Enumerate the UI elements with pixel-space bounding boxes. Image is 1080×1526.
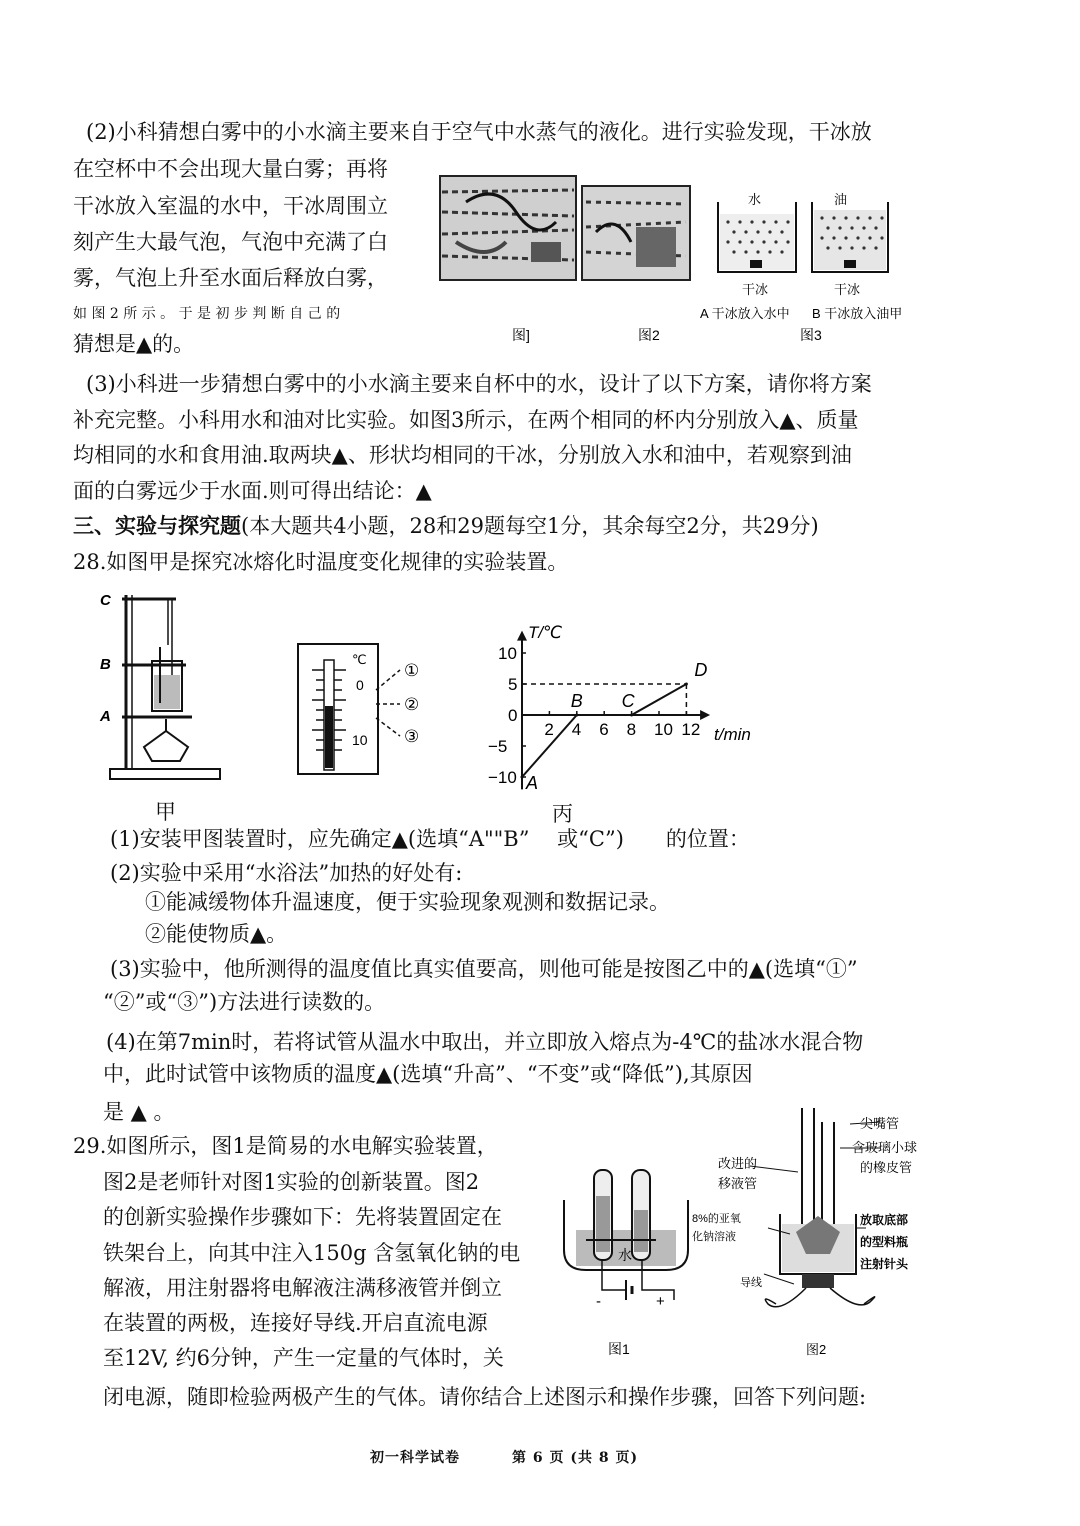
- fig2-solution-label1: 8%的亚氧: [692, 1213, 741, 1225]
- q27-p3-line3: 均相同的水和食用油.取两块▲、形状均相同的干冰，分别放入水和油中，若观察到油: [73, 443, 852, 467]
- q29-line4: 铁架台上，向其中注入150g 含氢氧化钠的电: [103, 1241, 521, 1265]
- thermometer-tick-10: 10: [352, 732, 368, 748]
- fig2-caption: 图2: [638, 327, 660, 343]
- fig3-beaker-water: [718, 202, 796, 272]
- section3-note: (本大题共4小题，28和29题每空1分，其余每空2分，共29分): [241, 514, 819, 538]
- q28-stem: 28.如图甲是探究冰熔化时温度变化规律的实验装置。: [73, 550, 569, 574]
- q28-sub3-line2: “②”或“③”)方法进行读数的。: [103, 990, 386, 1014]
- chart-ylabel: T/℃: [528, 623, 563, 642]
- chart-x-tick-label: 10: [654, 720, 673, 739]
- fig2-pipette-label1: 改进的: [718, 1156, 758, 1171]
- q28-sub2-b: ②能使物质▲。: [145, 922, 288, 946]
- q28-sub2: (2)实验中采用“水浴法”加热的好处有:: [110, 861, 463, 885]
- chart-x-tick-label: 8: [626, 720, 637, 739]
- fig2-photo: [582, 186, 690, 280]
- fig1-water-label: 水: [618, 1247, 632, 1263]
- q27-p2-line5: 雾，气泡上升至水面后释放白雾，: [73, 266, 388, 290]
- chart-y-arrow: [517, 631, 527, 641]
- fig2-caption-29: 图2: [806, 1342, 827, 1357]
- fig3-beaker-oil: [812, 202, 888, 272]
- fig2-bottle-label2: 的型料瓶: [860, 1235, 909, 1249]
- reading-method-3: ③: [404, 727, 420, 746]
- q27-p3-line2: 补充完整。小科用水和油对比实验。如图3所示，在两个相同的杯内分别放入▲、质量: [73, 408, 859, 432]
- chart-y-tick-label: 0: [508, 706, 518, 725]
- fig1-caption: 图]: [512, 327, 530, 343]
- chart-data-point: [575, 714, 578, 717]
- thermometer-tick-0: 0: [356, 677, 364, 693]
- fig2-rubber-label2: 的橡皮管: [860, 1160, 913, 1175]
- q28-temperature-chart: [468, 612, 778, 804]
- fig2-solution-label2: 化钠溶液: [692, 1231, 736, 1243]
- fig2-needle-label: 注射针头: [860, 1257, 909, 1271]
- q28-sub4-line2: 中，此时试管中该物质的温度▲(选填“升高”、“不变”或“降低”),其原因: [103, 1062, 753, 1086]
- fig3-ice-label-b: 干冰: [834, 282, 861, 297]
- fig2-wire-label: 导线: [740, 1277, 762, 1289]
- chart-data-point: [630, 714, 633, 717]
- chart-point-label: A: [526, 773, 539, 793]
- q28-sub2-a: ①能减缓物体升温速度，便于实验现象观测和数据记录。: [145, 890, 670, 914]
- fig3-caption: 图3: [800, 327, 822, 343]
- q29-line1: 29.如图所示，图1是简易的水电解实验装置，: [73, 1134, 498, 1158]
- fig2-tip-label: 尖嘴管: [860, 1116, 900, 1131]
- chart-point-label: C: [621, 691, 635, 711]
- apparatus-label-b: B: [100, 656, 111, 673]
- q27-p3-line1: (3)小科进一步猜想白雾中的小水滴主要来自杯中的水，设计了以下方案，请你将方案: [86, 372, 872, 396]
- q29-line5: 解液，用注射器将电解液注满移液管并倒立: [103, 1276, 502, 1300]
- fig3-ice-label-a: 干冰: [742, 282, 769, 297]
- chart-xlabel: t/min: [714, 725, 751, 744]
- footer-exam-name: 初一科学试卷: [370, 1450, 460, 1466]
- q28-sub3-line1: (3)实验中，他所测得的温度值比真实值要高，则他可能是按图乙中的▲(选填“①”: [110, 957, 858, 981]
- q29-line7: 至12V, 约6分钟，产生一定量的气体时，关: [103, 1346, 504, 1370]
- chart-point-label: D: [694, 660, 708, 680]
- chart-x-tick-label: 4: [571, 720, 582, 739]
- fig1-plus-label: +: [656, 1293, 665, 1310]
- q27-p2-line1: (2)小科猜想白雾中的小水滴主要来自于空气中水蒸气的液化。进行实验发现，干冰放: [86, 120, 872, 144]
- q27-p2-line4: 刻产生大最气泡，气泡中充满了白: [73, 230, 388, 254]
- q28-sub4-line3: 是 ▲ 。: [103, 1100, 175, 1124]
- thermometer-unit: ℃: [352, 652, 367, 667]
- q29-fig2-apparatus: [690, 1104, 960, 1362]
- fig3-caption-a: A 干冰放入水中: [700, 306, 790, 321]
- q29-fig1-electrolysis: [556, 1160, 706, 1360]
- fig-bing-caption: 丙: [552, 802, 573, 826]
- chart-data-point: [521, 776, 524, 779]
- q27-p3-line4: 面的白雾远少于水面.则可得出结论：▲: [73, 479, 432, 503]
- fig2-rubber-label1: 含玻璃小球: [852, 1140, 918, 1155]
- fig2-bottle-label1: 放取底部: [860, 1213, 909, 1227]
- chart-x-tick-label: 2: [544, 720, 554, 739]
- section3-heading: [73, 512, 819, 540]
- fig3-caption-b: B 干冰放入油甲: [812, 306, 903, 321]
- q28-apparatus-jia: [96, 585, 226, 785]
- chart-x-tick-label: 6: [599, 720, 609, 739]
- q27-p2-line6: 如 图 2 所 示 。 于 是 初 步 判 断 自 己 的: [73, 306, 341, 322]
- apparatus-label-a: A: [100, 708, 111, 725]
- q27-p2-line2: 在空杯中不会出现大量白雾；再将: [73, 157, 388, 181]
- q29-line3: 的创新实验操作步骤如下：先将装置固定在: [103, 1205, 502, 1229]
- chart-y-tick-label: −10: [488, 768, 517, 787]
- fig3-water-label: 水: [748, 192, 762, 207]
- chart-y-tick-label: 10: [498, 644, 517, 663]
- footer-page-number: 第 6 页 (共 8 页): [512, 1450, 639, 1466]
- q29-line6: 在装置的两极，连接好导线.开启直流电源: [103, 1311, 488, 1335]
- q28-sub1: (1)安装甲图装置时，应先确定▲(选填“A""B” 或“C”) 的位置：: [110, 827, 750, 851]
- chart-y-tick-label: 5: [508, 675, 518, 694]
- q27-figures: [436, 172, 916, 348]
- fig1-photo: [440, 176, 576, 280]
- chart-x-arrow: [700, 710, 710, 720]
- q27-p2-line7: 猜想是▲的。: [73, 332, 195, 356]
- chart-data-point: [685, 683, 688, 686]
- fig-jia-caption: 甲: [155, 800, 176, 824]
- chart-x-tick-label: 12: [681, 720, 701, 739]
- q28-thermometer: [294, 640, 444, 780]
- fig1-caption-29: 图1: [608, 1341, 630, 1357]
- reading-method-2: ②: [404, 695, 420, 714]
- q29-line2: 图2是老师针对图1实验的创新装置。图2: [103, 1170, 480, 1194]
- reading-method-1: ①: [404, 661, 420, 680]
- chart-y-tick-label: −5: [488, 737, 508, 756]
- q27-p2-line3: 干冰放入室温的水中，干冰周围立: [73, 194, 388, 218]
- fig1-minus-label: -: [596, 1293, 601, 1310]
- q28-sub4-line1: (4)在第7min时，若将试管从温水中取出，并立即放入熔点为-4℃的盐冰水混合物: [106, 1030, 864, 1054]
- q29-line8: 闭电源，随即检验两极产生的气体。请你结合上述图示和操作步骤，回答下列问题:: [103, 1385, 867, 1409]
- fig2-pipette-label2: 移液管: [718, 1176, 758, 1191]
- section3-title: 三、实验与探究题: [73, 514, 241, 538]
- apparatus-label-c: C: [100, 592, 111, 609]
- fig3-oil-label: 油: [834, 192, 848, 207]
- chart-point-label: B: [570, 691, 583, 711]
